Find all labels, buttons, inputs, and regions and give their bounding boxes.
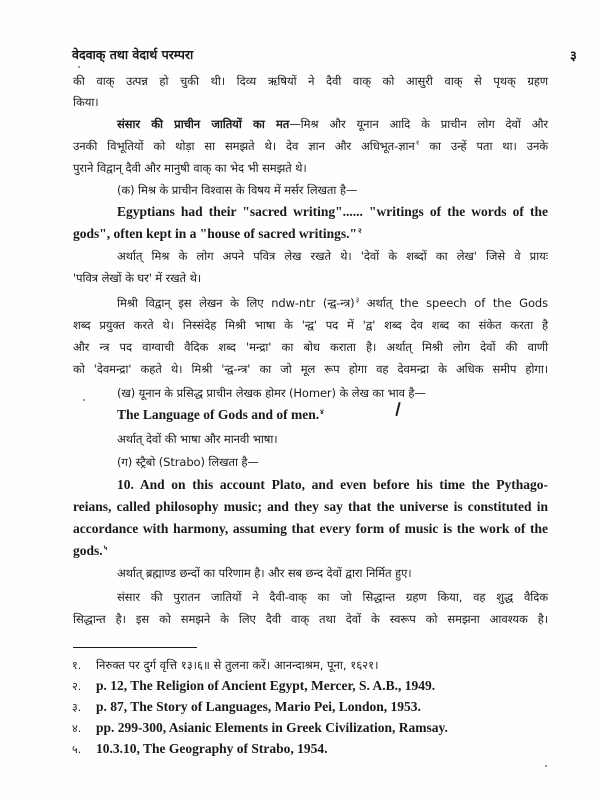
quote-text: gods", often kept in a "house of sacred writings." [73, 226, 358, 241]
quote-line [117, 406, 548, 424]
body-line [73, 137, 548, 155]
footnote-text: p. 87, The Story of Languages, Mario Pei, London, 1953. [96, 699, 421, 714]
footnote [72, 656, 379, 675]
footnote-rule [73, 647, 197, 648]
footnote-number: ४. [72, 722, 82, 735]
footnote-ref: ५ [103, 544, 108, 552]
body-text: उनकी विभूतियों को थोड़ा सा समझते थे। देव ज्ञान और अधिभूत-ज्ञान [73, 139, 415, 153]
body-text: का उन्हें पता था। उनके [419, 139, 548, 153]
footnote-ref: १ [415, 139, 420, 147]
body-line: सिद्धान्त है। इस को समझने के लिए दैवी वाक् तथा देवों के स्वरूप को समझना आवश्यक है। [73, 612, 548, 626]
footnote-text: निरुक्त पर दुर्ग वृत्ति १३।६॥ से तुलना करें। आनन्दाश्रम, पूना, १६२१। [96, 658, 379, 672]
body-line: पुराने विद्वान् दैवी और मानुषी वाक् का भेद भी समझते थे। [73, 161, 307, 175]
body-text: —मिश्र और यूनान आदि के प्राचीन लोग देवों और [289, 117, 548, 131]
quote-line: 10. And on this account Plato, and even before his time the Pythago- [117, 477, 548, 492]
paragraph-heading: संसार की प्राचीन जातियों का मत [117, 117, 290, 131]
footnote-number: १. [72, 659, 82, 672]
scan-speck [545, 765, 547, 767]
body-line: 'पवित्र लेखों के घर' में रखते थे। [73, 271, 202, 285]
footnote-ref: ३ [355, 296, 360, 304]
body-line: शब्द प्रयुक्त करते थे। निस्संदेह मिश्री भाषा के 'न्द्व' पद में 'द्व' शब्द देव शब्द का संकेत करता है [73, 318, 548, 332]
body-line: को 'देवमन्द्रा' कहते थे। मिश्री 'न्द्व-न्त्र' का जो मूल रूप होगा वह देवमन्द्रा के अधिक समीप होगा। [73, 362, 548, 376]
body-line: और न्त्र पद वाग्वाची वैदिक शब्द 'मन्द्रा' का बोध कराता है। अर्थात् मिश्री लोग देवों की वाणी [73, 340, 548, 354]
footnote [72, 698, 421, 717]
scan-speck [83, 399, 85, 401]
body-line: अर्थात् ब्रह्माण्ड छन्दों का परिणाम है। और सब छन्द देवों द्वारा निर्मित हुए। [117, 566, 412, 580]
body-text: अर्थात् the speech of the Gods [359, 296, 548, 310]
footnote-number: ३. [72, 701, 82, 714]
body-line: (क) मिश्र के प्राचीन विश्वास के विषय में मर्सर लिखता है— [117, 183, 358, 197]
footnote-text: pp. 299-300, Asianic Elements in Greek Civilization, Ramsay. [96, 720, 448, 735]
footnote-number: २. [72, 680, 82, 693]
quote-text: gods. [73, 543, 103, 558]
body-line: की वाक् उत्पन्न हो चुकी थी। दिव्य ऋषियों ने दैवी वाक् को आसुरी वाक् से पृथक् ग्रहण [73, 74, 548, 88]
body-line: किया। [73, 95, 99, 109]
footnote [72, 719, 448, 738]
body-text: मिश्री विद्वान् इस लेखन के लिए ndw-ntr (न्द्व-न्त्र) [117, 296, 355, 310]
footnote-ref: ४ [320, 408, 324, 416]
body-line: संसार की पुरातन जातियों ने दैवी-वाक् का जो सिद्धान्त ग्रहण किया, वह शुद्ध वैदिक [117, 590, 548, 604]
footnote-ref: २ [358, 227, 362, 235]
scan-speck [78, 66, 80, 68]
body-line: अर्थात् मिश्र के लोग अपने पवित्र लेख रखते थे। 'देवों के शब्दों का लेख' जिसे वे प्रायः [117, 249, 548, 263]
running-title: वेदवाक् तथा वेदार्थ परम्परा [72, 47, 194, 62]
body-line: अर्थात् देवों की भाषा और मानवी भाषा। [117, 432, 278, 446]
page-number: ३ [570, 49, 577, 64]
quote-text: The Language of Gods and of men. [117, 407, 320, 422]
body-line [117, 294, 548, 312]
quote-line: reians, called philosophy music; and they say that the universe is constituted in [73, 499, 548, 514]
quote-line: accordance with harmony, assuming that every form of music is the work of the [73, 521, 548, 536]
quote-line: Egyptians had their "sacred writing"...... "writings of the words of the [117, 204, 548, 219]
footnote [72, 677, 435, 696]
footnote [72, 740, 328, 759]
footnote-text: p. 12, The Religion of Ancient Egypt, Mercer, S. A.B., 1949. [96, 678, 436, 693]
quote-line [73, 542, 548, 560]
footnote-number: ५. [72, 743, 82, 756]
body-line [117, 115, 548, 133]
body-line: (ख) यूनान के प्रसिद्ध प्राचीन लेखक होमर (Homer) के लेख का भाव है— [117, 386, 426, 400]
quote-line [73, 225, 548, 243]
body-line: (ग) स्ट्रैबो (Strabo) लिखता है— [117, 455, 259, 469]
footnote-text: 10.3.10, The Geography of Strabo, 1954. [96, 741, 328, 756]
